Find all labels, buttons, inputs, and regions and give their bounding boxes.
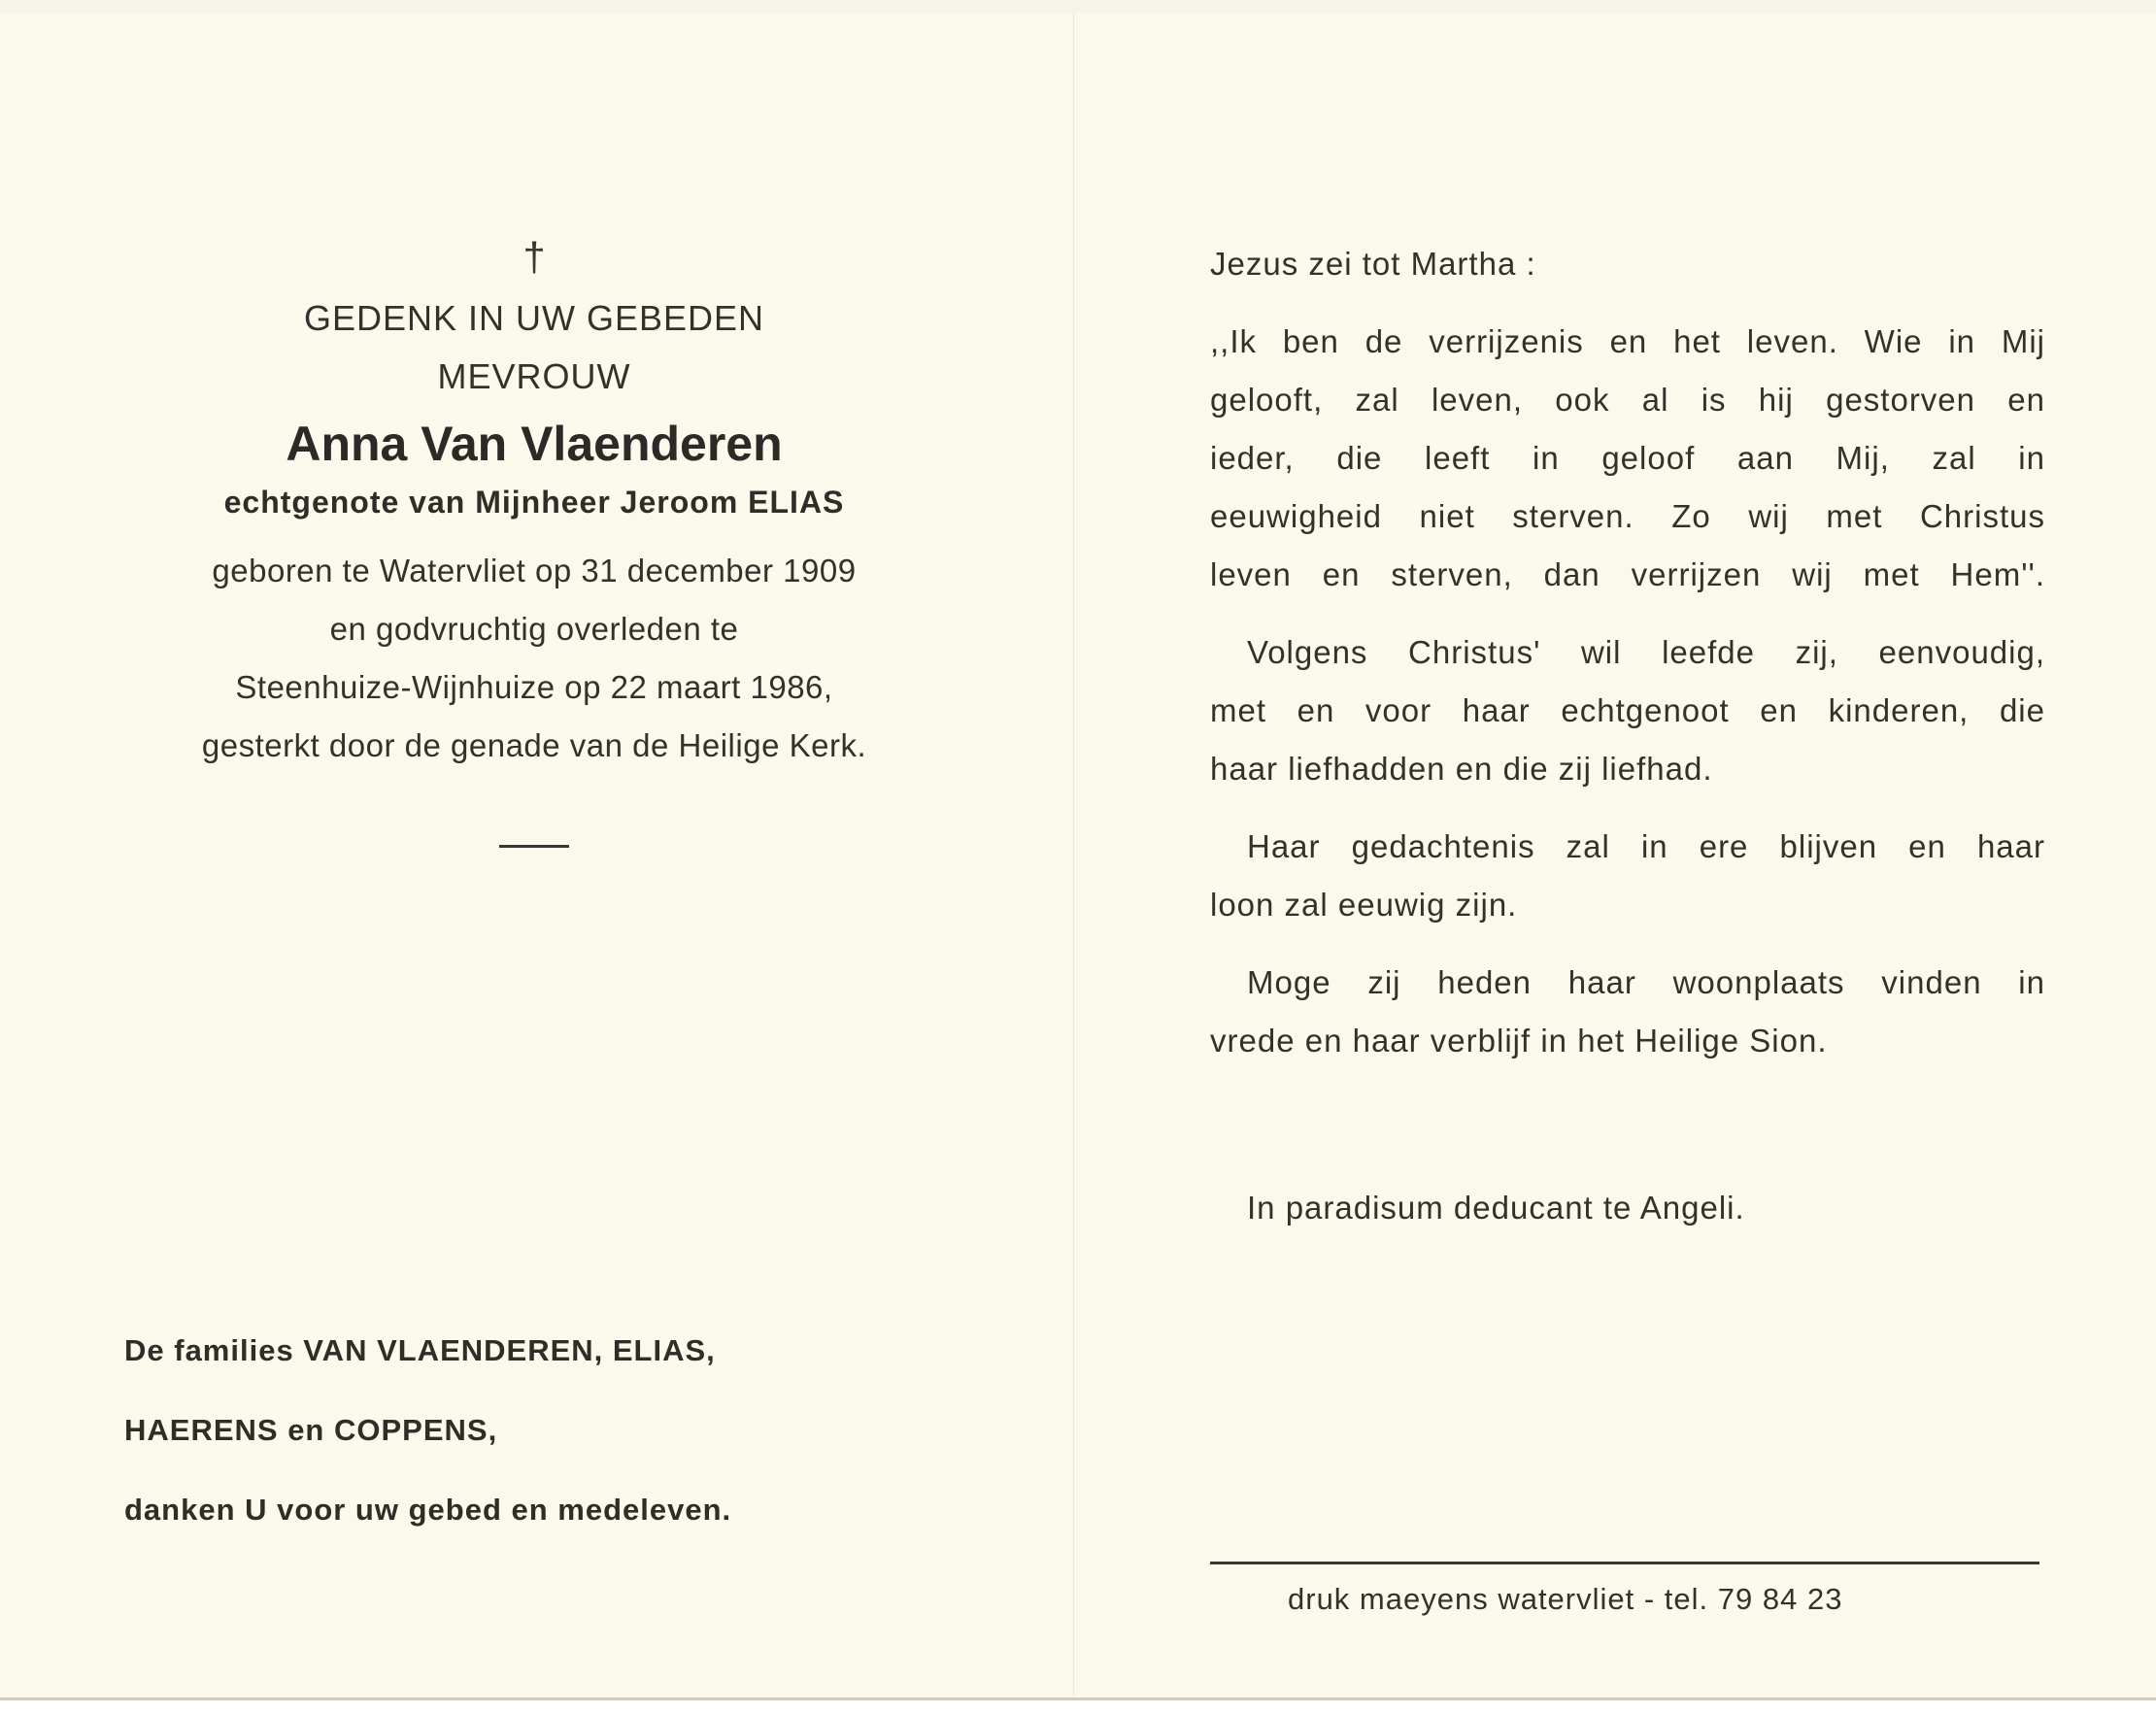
heading-remember: GEDENK IN UW GEBEDEN [303, 298, 765, 338]
memory-paragraph [1210, 818, 2045, 934]
quote-line: eeuwigheid niet sterven. Zo wij met Christus [1210, 498, 2045, 534]
scripture-intro: Jezus zei tot Martha : [1210, 246, 1536, 282]
family-line: HAERENS en COPPENS, [124, 1413, 498, 1447]
spouse-line: echtgenote van Mijnheer Jeroom ELIAS [223, 485, 845, 520]
bio-line: geboren te Watervliet op 31 december 1909 [212, 553, 857, 588]
quote-line: ,,Ik ben de verrijzenis en het leven. Wie in Mij [1210, 323, 2045, 359]
paragraph-line: met en voor haar echtgenoot en kinderen, die [1210, 692, 2045, 728]
quote-line: ieder, die leeft in geloof aan Mij, zal in [1210, 440, 2045, 476]
life-paragraph [1210, 623, 2045, 798]
family-line: danken U voor uw gebed en medeleven. [124, 1493, 732, 1527]
biography [107, 542, 961, 775]
deceased-name: Anna Van Vlaenderen [286, 417, 783, 471]
latin-blessing: In paradisum deducant te Angeli. [1247, 1190, 1745, 1226]
right-page [1210, 235, 2045, 1237]
bio-line: en godvruchtig overleden te [329, 611, 739, 647]
paragraph-line: haar liefhadden en die zij liefhad. [1210, 751, 1713, 787]
quote-line: leven en sterven, dan verrijzen wij met Hem''. [1210, 556, 2045, 592]
bio-line: Steenhuize-Wijnhuize op 22 maart 1986, [235, 669, 833, 705]
paragraph-line: loon zal eeuwig zijn. [1210, 887, 1518, 923]
scripture-quote [1210, 313, 2045, 604]
paragraph-line: Haar gedachtenis zal in ere blijven en haar [1247, 828, 2045, 864]
quote-line: gelooft, zal leven, ook al is hij gestorven en [1210, 382, 2045, 418]
center-fold [1073, 14, 1074, 1696]
bio-line: gesterkt door de genade van de Heilige Kerk. [201, 727, 867, 763]
top-edge [0, 0, 2156, 14]
printer-credit: druk maeyens watervliet - tel. 79 84 23 [1288, 1582, 1843, 1616]
paragraph-line: vrede en haar verblijf in het Heilige Sion. [1210, 1023, 1828, 1059]
printer-rule [1210, 1562, 2039, 1564]
family-thanks [124, 1311, 998, 1550]
family-line: De families VAN VLAENDEREN, ELIAS, [124, 1333, 716, 1367]
paragraph-line: Volgens Christus' wil leefde zij, eenvoudig, [1247, 634, 2045, 670]
left-page [107, 233, 961, 848]
paragraph-line: Moge zij heden haar woonplaats vinden in [1247, 964, 2045, 1000]
cross-icon: † [522, 234, 546, 280]
peace-paragraph [1210, 954, 2045, 1070]
separator-dash [499, 845, 569, 848]
bottom-edge [0, 1697, 2156, 1714]
heading-title: MEVROUW [437, 356, 631, 396]
